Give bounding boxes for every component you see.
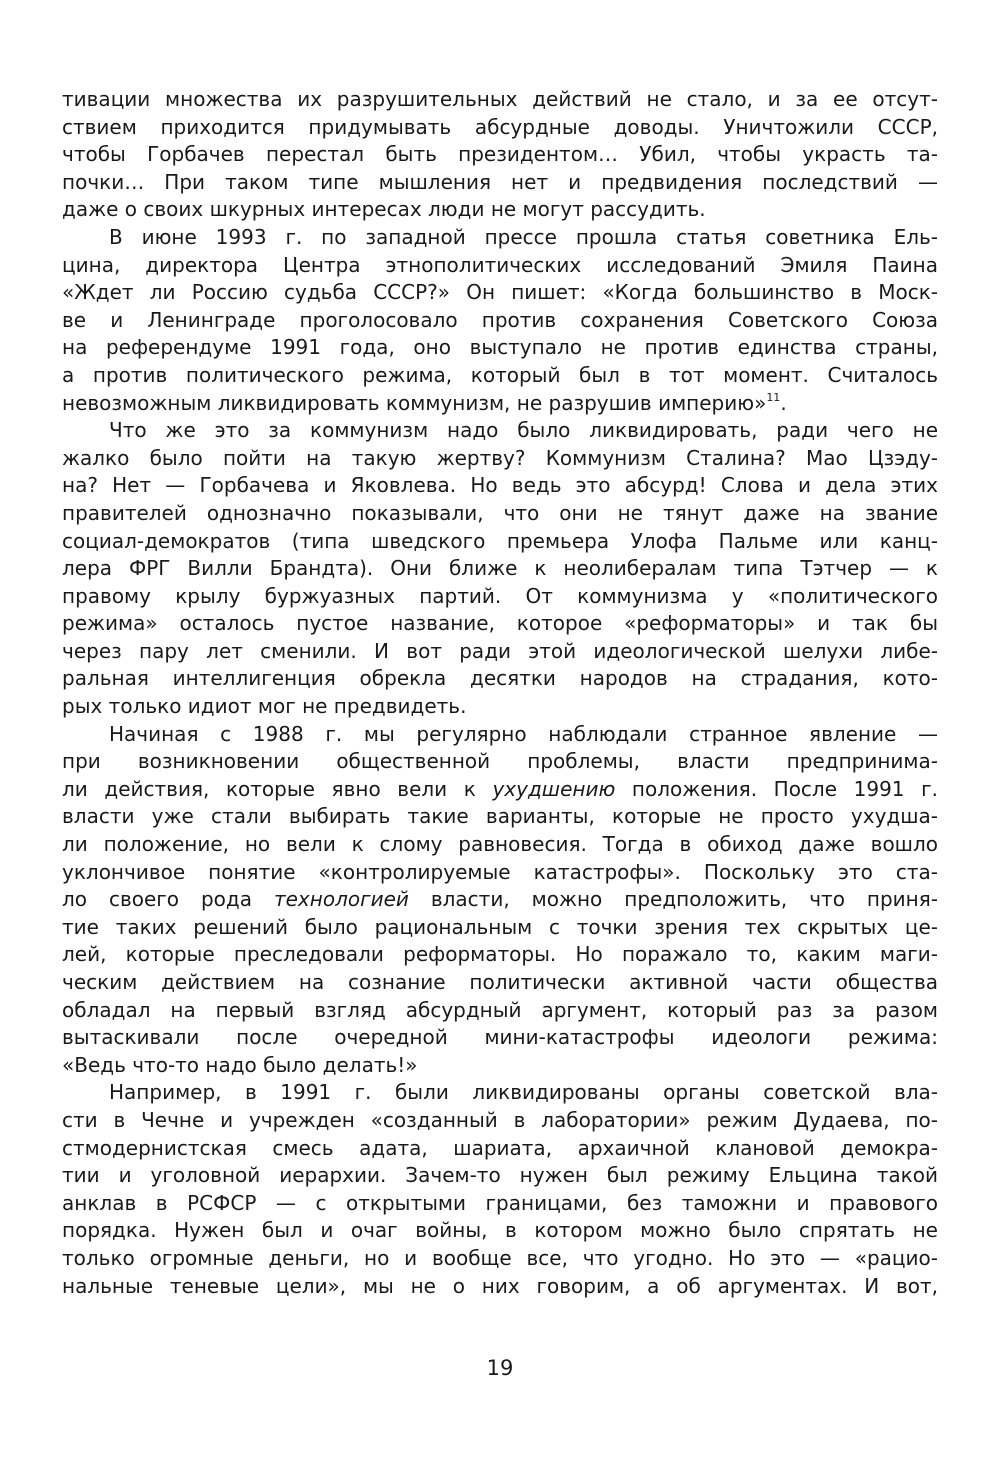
text-line: только огромные деньги, но и вообще все, что угодно. Но это — «рацио- — [62, 1245, 938, 1270]
text-line: власти уже стали выбирать такие варианты, которые не просто ухудша- — [62, 804, 938, 829]
emphasis-text: технологией — [273, 887, 409, 912]
book-page — [62, 86, 938, 1386]
text-line: а против политического режима, который был в тот момент. Считалось — [62, 362, 938, 387]
emphasis-text: ухудшению — [492, 776, 616, 801]
text-line: жалко было пойти на такую жертву? Коммунизм Сталина? Мао Цзэду- — [62, 445, 938, 470]
text-line: обладал на первый взгляд абсурдный аргумент, который раз за разом — [62, 997, 938, 1022]
text-line: цина, директора Центра этнополитических исследований Эмиля Паина — [62, 252, 938, 277]
paragraph — [62, 721, 938, 1080]
page-number: 19 — [486, 1356, 514, 1380]
text-line — [62, 886, 938, 914]
text-line — [62, 776, 938, 804]
text-line: тии и уголовной иерархии. Зачем-то нужен был режиму Ельцина такой — [62, 1163, 938, 1188]
line-tail: . — [780, 390, 787, 415]
text-line: даже о своих шкурных интересах люди не могут рассудить. — [62, 197, 706, 222]
paragraph — [62, 224, 938, 417]
text-line: ческим действием на сознание политически активной части общества — [62, 970, 938, 994]
quote-text: невозможным ликвидировать коммунизм, не разрушив империю» — [62, 390, 767, 415]
text-line: Например, в 1991 г. были ликвидированы органы советской вла- — [109, 1080, 938, 1105]
text-line: уклончивое понятие «контролируемые катастрофы». Поскольку это ста- — [62, 859, 938, 884]
text-line: «Ведь что-то надо было делать!» — [62, 1052, 418, 1077]
line-head: ло своего рода — [62, 887, 274, 912]
text-line: при возникновении общественной проблемы, власти предпринима- — [62, 749, 938, 774]
text-line: на? Нет — Горбачева и Яковлева. Но ведь это абсурд! Слова и дела этих — [62, 473, 938, 498]
text-line: Что же это за коммунизм надо было ликвидировать, ради чего не — [109, 418, 938, 443]
text-line: нальные теневые цели», мы не о них говорим, а об аргументах. И вот, — [62, 1273, 938, 1298]
text-line: «Ждет ли Россию судьба СССР?» Он пишет: «Когда большинство в Моск- — [62, 280, 938, 305]
text-line: на референдуме 1991 года, оно выступало не против единства страны, — [62, 335, 938, 360]
text-line: порядка. Нужен был и очаг войны, в котором можно было спрятать не — [62, 1218, 938, 1243]
text-line: почки… При таком типе мышления нет и предвидения последствий — — [62, 169, 938, 194]
text-line: ральная интеллигенция обрекла десятки народов на страдания, кото- — [62, 666, 938, 691]
text-line: ве и Ленинграде проголосовало против сохранения Советского Союза — [62, 307, 938, 332]
line-tail: положения. После 1991 г. — [615, 776, 938, 801]
text-line: В июне 1993 г. по западной прессе прошла статья советника Ель- — [109, 224, 938, 249]
text-line — [62, 390, 938, 418]
text-line: ли положение, но вели к слому равновесия. Тогда в обиход даже вошло — [62, 832, 938, 857]
line-head: ли действия, которые явно вели к — [62, 776, 493, 801]
text-line: тивации множества их разрушительных действий не стало, и за ее отсут- — [62, 87, 938, 111]
text-line: режима» осталось пустое название, которое «реформаторы» и так бы — [62, 611, 938, 636]
text-line: лей, которые преследовали реформаторы. Но поражало то, каким маги- — [62, 942, 938, 967]
text-line: правому крылу буржуазных партий. От коммунизма у «политического — [62, 583, 938, 608]
paragraph — [62, 86, 938, 224]
text-line: тие таких решений было рациональным с точки зрения тех скрытых це- — [62, 914, 938, 939]
paragraph — [62, 1079, 938, 1300]
text-line: стмодернистская смесь адата, шариата, архаичной клановой демокра- — [62, 1135, 938, 1160]
text-line: лера ФРГ Вилли Брандта). Они ближе к неолибералам типа Тэтчер — к — [62, 556, 938, 581]
text-line: через пару лет сменили. И вот ради этой идеологической шелухи либе- — [62, 638, 938, 663]
text-line: Начиная с 1988 г. мы регулярно наблюдали странное явление — — [109, 721, 938, 746]
text-line: социал-демократов (типа шведского премьера Улофа Пальме или канц- — [62, 528, 938, 553]
text-line: ствием приходится придумывать абсурдные доводы. Уничтожили СССР, — [62, 114, 938, 139]
text-line: сти в Чечне и учрежден «созданный в лаборатории» режим Дудаева, по- — [62, 1107, 938, 1132]
text-line: чтобы Горбачев перестал быть президентом… Убил, чтобы украсть та- — [62, 142, 938, 167]
text-line: правителей однозначно показывали, что они не тянут даже на звание — [62, 500, 938, 525]
footnote-ref: 11 — [766, 390, 781, 404]
text-line: вытаскивали после очередной мини-катастрофы идеологи режима: — [62, 1025, 938, 1050]
text-line: рых только идиот мог не предвидеть. — [62, 694, 467, 719]
text-line: анклав в РСФСР — с открытыми границами, без таможни и правового — [62, 1190, 938, 1215]
line-tail: власти, можно предположить, что приня- — [408, 887, 938, 912]
paragraph — [62, 417, 938, 721]
